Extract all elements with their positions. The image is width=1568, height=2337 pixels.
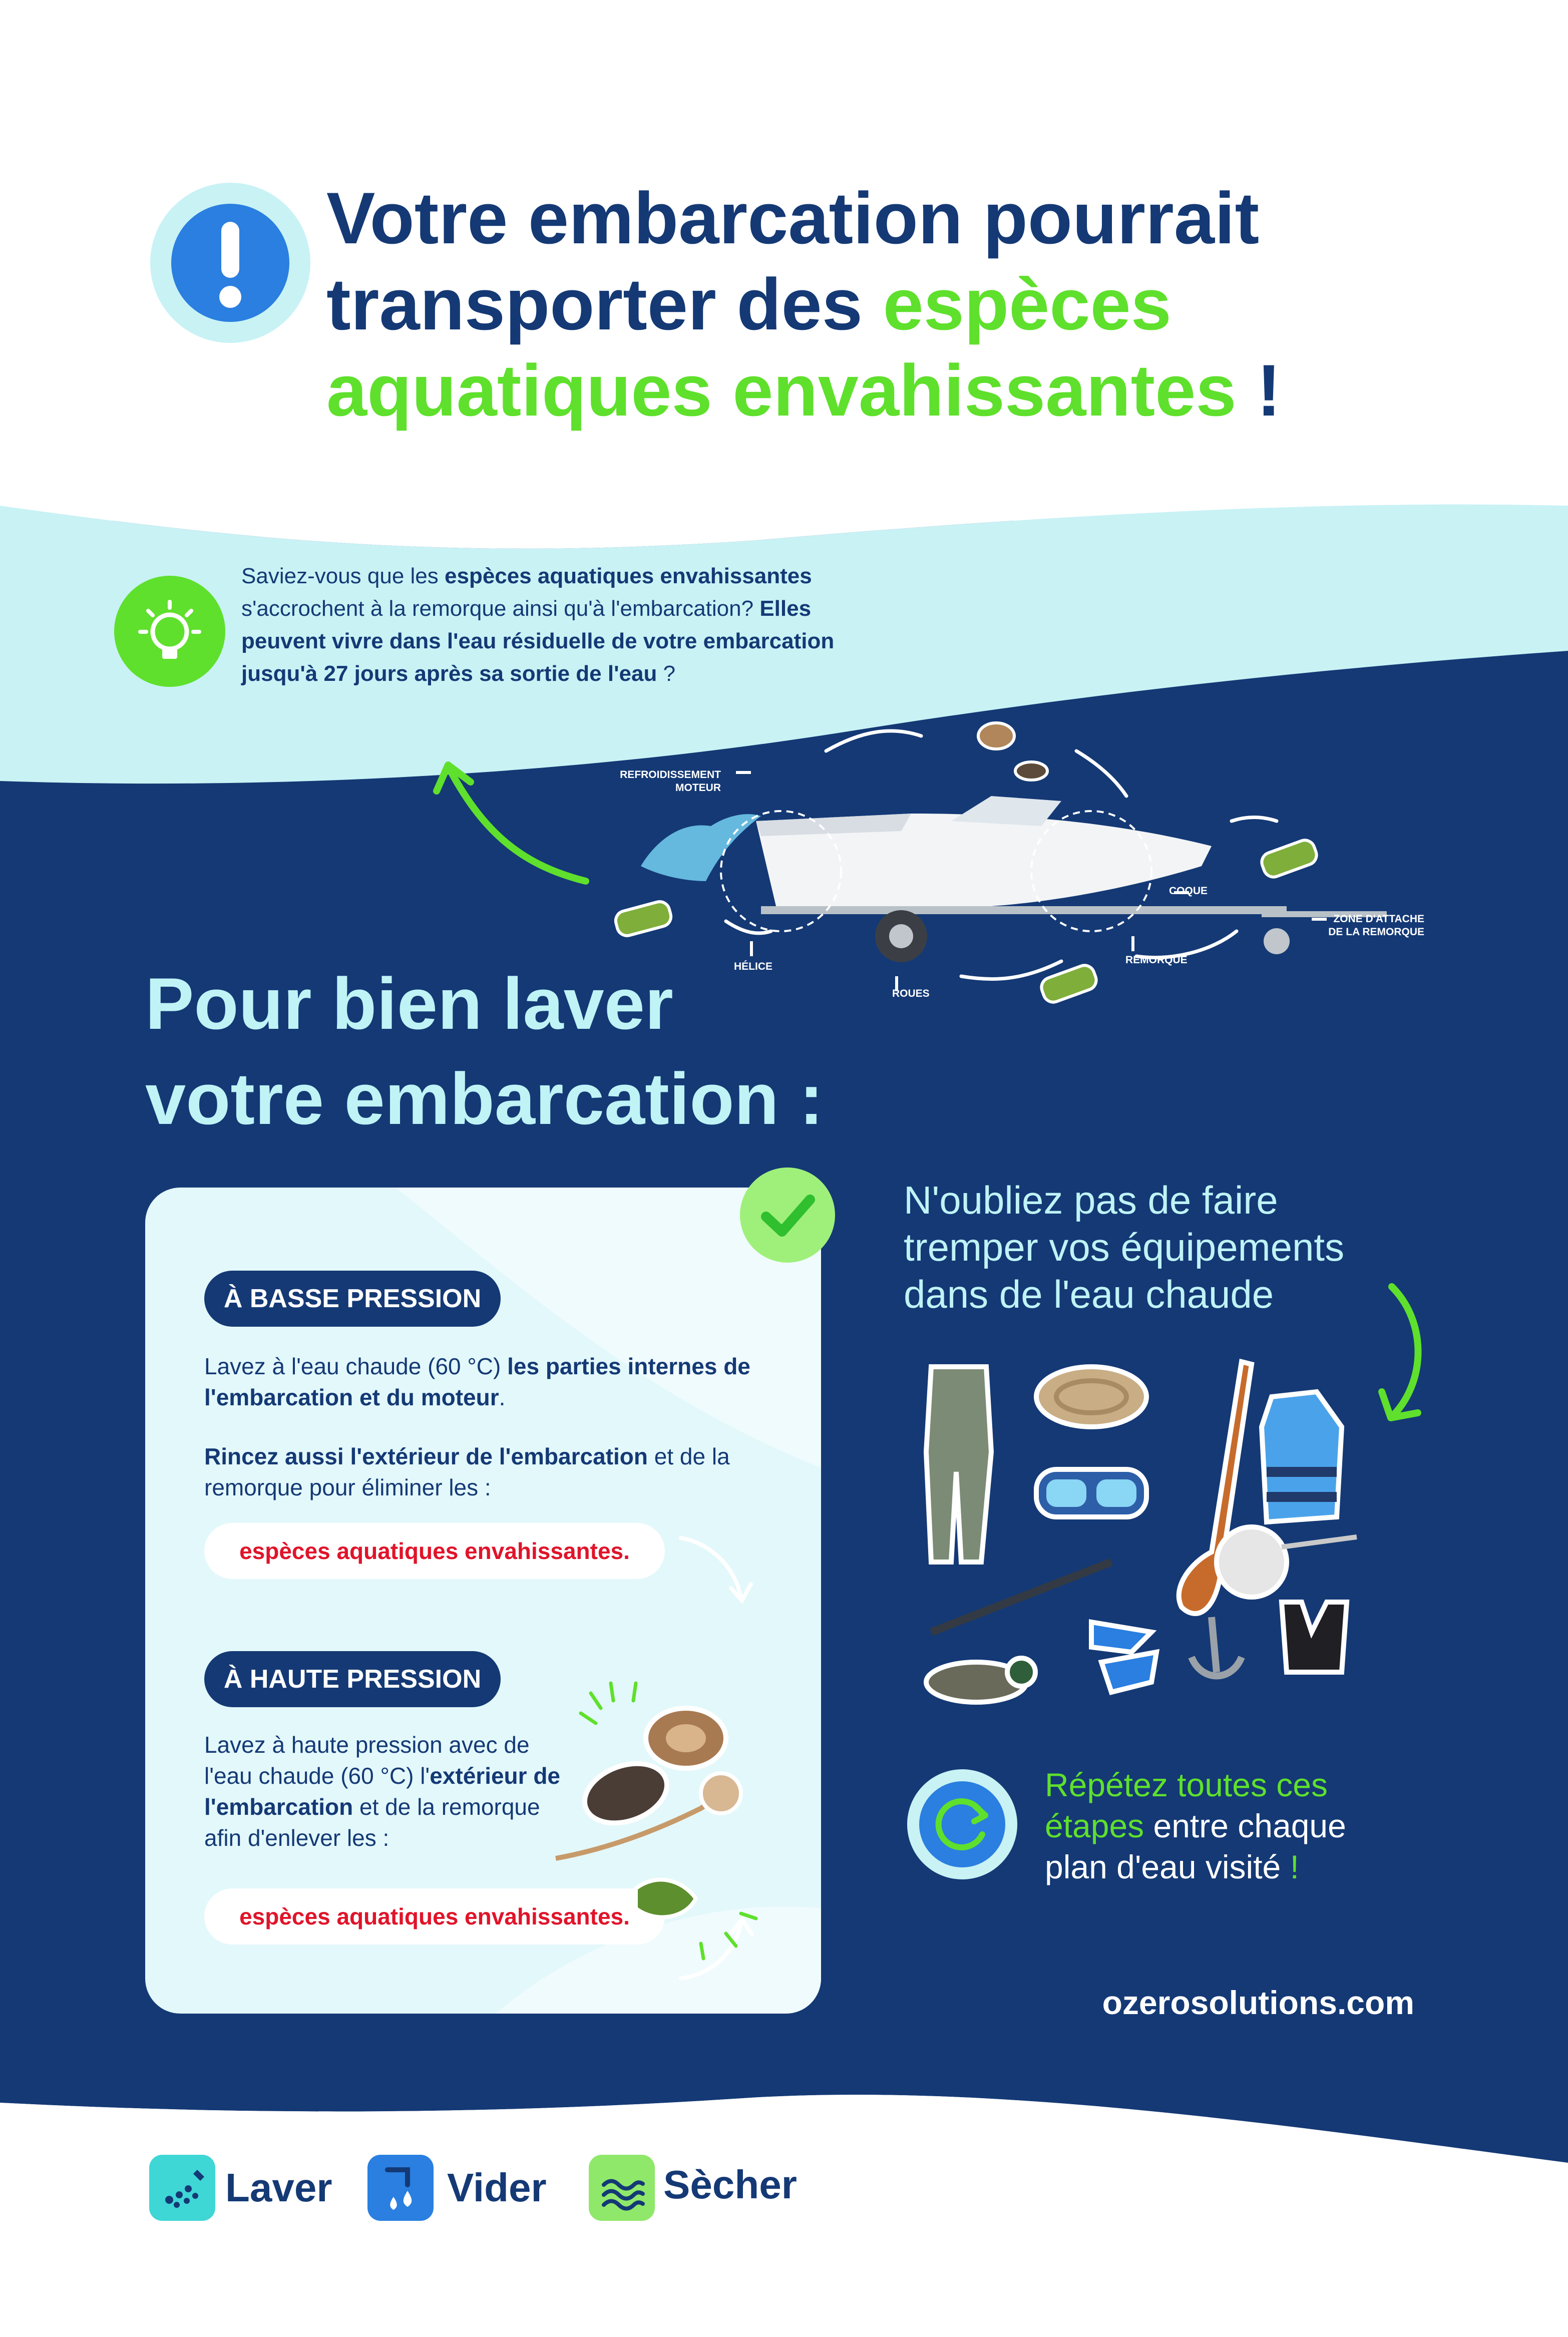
section-heading-line-1: Pour bien laver xyxy=(145,963,673,1044)
down-arrow-icon xyxy=(1372,1282,1432,1427)
washing-card xyxy=(145,1188,821,2014)
fishing-rod-icon xyxy=(931,1562,1111,1632)
repeat-line-2-green: étapes xyxy=(1045,1807,1144,1844)
repeat-message xyxy=(1045,1764,1495,1887)
intro-bold-2: Elles peuvent vivre dans l'eau résiduelle de votre embarcation jusqu'à 27 jours après sa sortie de l'eau xyxy=(241,596,835,686)
high-t1: Lavez à haute pression avec de l'eau chaude (60 °C) l' xyxy=(204,1732,530,1789)
low-t2: et de la remorque pour éliminer les : xyxy=(204,1443,730,1500)
footer-laver: Laver xyxy=(225,2165,332,2210)
low-t1-end: . xyxy=(499,1384,506,1410)
low-pressure-pill: À BASSE PRESSION xyxy=(204,1271,501,1327)
invasive-species-pill-1: espèces aquatiques envahissantes. xyxy=(204,1523,665,1579)
alert-icon xyxy=(150,183,310,343)
rope-icon xyxy=(1036,1367,1146,1427)
equipment-collage xyxy=(921,1352,1362,1717)
check-icon xyxy=(740,1167,835,1263)
curved-arrow-icon xyxy=(426,756,596,891)
low-t2-bold: Rincez aussi l'extérieur de l'embarcation xyxy=(204,1443,648,1469)
low-t1: Lavez à l'eau chaude (60 °C) xyxy=(204,1353,508,1379)
title-line-3-green: aquatiques envahissantes xyxy=(326,349,1237,431)
reminder-line-2: tremper vos équipements xyxy=(904,1225,1345,1269)
net-icon xyxy=(1217,1527,1287,1597)
label-refroidissement xyxy=(606,768,721,795)
label-zone-attache xyxy=(1324,913,1424,939)
waders-icon xyxy=(926,1367,991,1562)
swimsuit-icon xyxy=(1282,1602,1347,1672)
section-heading xyxy=(145,956,946,1146)
title-line-3 xyxy=(326,347,1478,434)
anchor-icon xyxy=(1192,1617,1242,1676)
intro-text-1: Saviez-vous que les xyxy=(241,564,445,588)
invasive-species-pill-2: espèces aquatiques envahissantes. xyxy=(204,1888,665,1944)
repeat-line-3 xyxy=(1045,1846,1495,1887)
species-illustration xyxy=(536,1528,816,1989)
repeat-icon xyxy=(907,1769,1017,1879)
reminder-line-1: N'oubliez pas de faire xyxy=(904,1178,1278,1222)
website-link[interactable]: ozerosolutions.com xyxy=(1102,1984,1414,2021)
low-t1-bold: les parties internes de l'embarcation et du moteur xyxy=(204,1353,750,1410)
label-zone-line-1: ZONE D'ATTACHE xyxy=(1333,913,1424,925)
high-pressure-pill: À HAUTE PRESSION xyxy=(204,1651,501,1707)
intro-paragraph xyxy=(241,560,842,690)
footer-vider: Vider xyxy=(447,2165,547,2210)
repeat-line-2 xyxy=(1045,1805,1495,1846)
title-line-2 xyxy=(326,261,1478,347)
lightbulb-icon xyxy=(114,576,225,687)
repeat-line-2-white: entre chaque xyxy=(1144,1807,1346,1844)
label-remorque: REMORQUE xyxy=(1125,954,1188,966)
footer-secher: Sècher xyxy=(663,2162,797,2207)
high-t1-end: et de la remorque afin d'enlever les : xyxy=(204,1794,540,1851)
title-line-2-green: espèces xyxy=(883,263,1171,345)
high-pressure-text xyxy=(204,1729,575,1853)
title-line-3-end: ! xyxy=(1236,349,1281,431)
low-pressure-text-1 xyxy=(204,1351,780,1413)
life-vest-icon xyxy=(1262,1392,1342,1522)
high-t1-bold: extérieur de l'embarcation xyxy=(204,1763,561,1820)
section-heading-line-2: votre embarcation : xyxy=(145,1058,824,1139)
drain-icon xyxy=(367,2155,434,2221)
dry-waves-icon xyxy=(589,2155,655,2221)
spray-icon xyxy=(149,2155,215,2221)
intro-text-3: ? xyxy=(657,661,676,686)
label-refroidissement-line-1: REFROIDISSEMENT xyxy=(620,769,721,781)
label-roues: ROUES xyxy=(892,988,930,999)
label-coque: COQUE xyxy=(1169,885,1208,897)
label-refroidissement-line-2: MOTEUR xyxy=(675,782,721,794)
label-helice: HÉLICE xyxy=(734,961,773,972)
page-title xyxy=(326,175,1478,434)
repeat-line-3-white: plan d'eau visité xyxy=(1045,1848,1281,1885)
fins-icon xyxy=(1091,1622,1151,1652)
label-zone-line-2: DE LA REMORQUE xyxy=(1328,926,1424,938)
intro-text-2: s'accrochent à la remorque ainsi qu'à l'embarcation? xyxy=(241,596,760,621)
repeat-line-1: Répétez toutes ces xyxy=(1045,1766,1328,1803)
repeat-line-3-green: ! xyxy=(1281,1848,1299,1885)
low-pressure-text-2 xyxy=(204,1441,780,1503)
title-line-2-plain: transporter des xyxy=(326,263,883,345)
intro-bold-1: espèces aquatiques envahissantes xyxy=(445,564,812,588)
title-line-1: Votre embarcation pourrait xyxy=(326,177,1260,259)
reminder-line-3: dans de l'eau chaude xyxy=(904,1272,1274,1316)
